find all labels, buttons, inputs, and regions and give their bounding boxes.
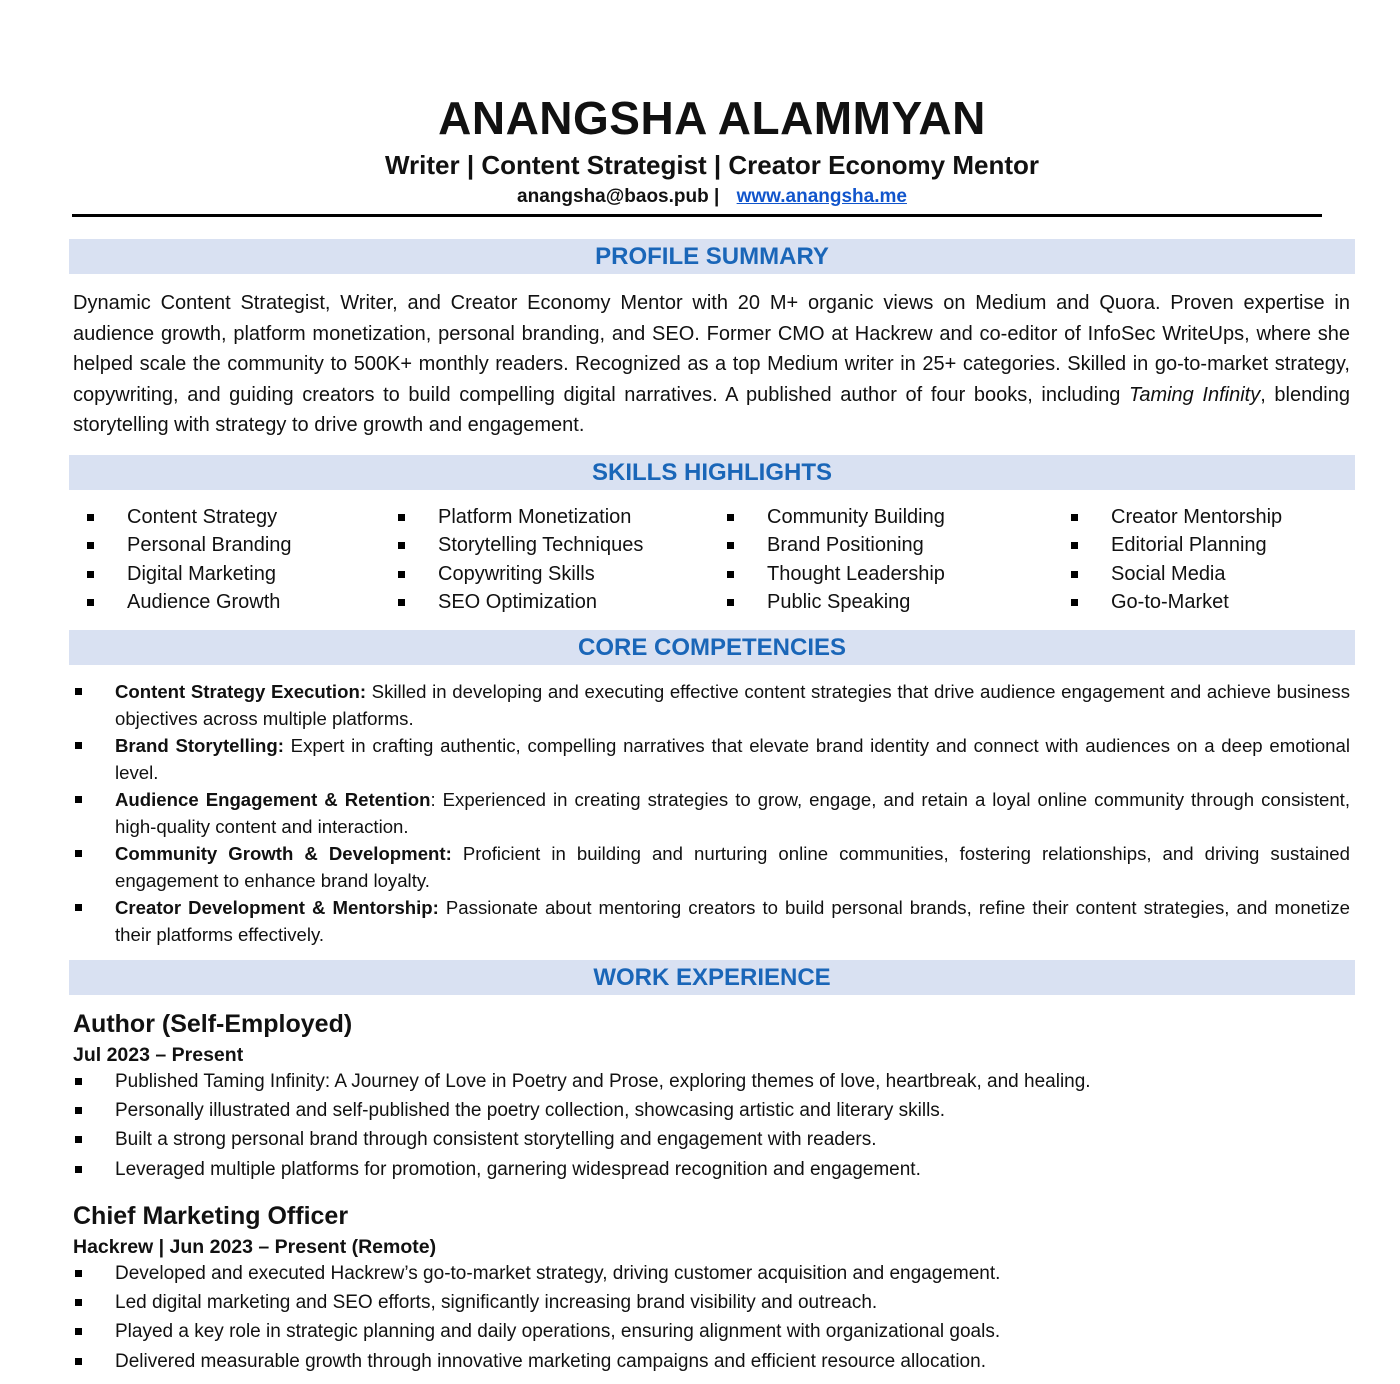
skill-item: Social Media — [1071, 560, 1282, 588]
competency-text: Skilled in developing and executing effective content strategies that drive audience engagement and achieve business objectives across multiple platforms. — [115, 681, 1350, 729]
competency-text: Proficient in building and nurturing online communities, fostering relationships, and driving sustained engagement to enhance brand loyalty. — [115, 843, 1350, 891]
candidate-tagline: Writer | Content Strategist | Creator Economy Mentor — [384, 150, 1040, 180]
skills-column-3 — [727, 503, 945, 616]
job-subtitle: Jul 2023 – Present — [73, 1044, 244, 1066]
skill-item: Creator Mentorship — [1071, 503, 1282, 531]
job-bullet: Played a key role in strategic planning and daily operations, ensuring alignment with organizational goals. — [73, 1317, 1350, 1346]
job-bullet: Built a strong personal brand through consistent storytelling and engagement with readers. — [73, 1125, 1350, 1154]
competency-item — [73, 732, 1350, 786]
job-title: Author (Self-Employed) — [73, 1010, 353, 1038]
competency-title: Audience Engagement & Retention — [115, 789, 431, 810]
core-competencies-heading: CORE COMPETENCIES — [69, 630, 1355, 665]
skills-column-4 — [1071, 503, 1282, 616]
skill-item: Copywriting Skills — [398, 560, 643, 588]
contact-email: anangsha@baos.pub — [517, 186, 709, 207]
skill-item: Content Strategy — [87, 503, 292, 531]
job-bullet: Led digital marketing and SEO efforts, significantly increasing brand visibility and outreach. — [73, 1288, 1350, 1317]
competency-title: Community Growth & Development: — [115, 843, 452, 864]
skill-item: Editorial Planning — [1071, 531, 1282, 559]
header-divider — [72, 214, 1322, 217]
competency-title: Creator Development & Mentorship: — [115, 897, 439, 918]
job-subtitle: Hackrew | Jun 2023 – Present (Remote) — [73, 1236, 437, 1258]
candidate-name: ANANGSHA ALAMMYAN — [438, 92, 986, 144]
contact-line — [0, 184, 1400, 210]
job-bullets — [73, 1259, 1350, 1376]
skills-grid — [0, 503, 1400, 619]
job-title: Chief Marketing Officer — [73, 1202, 349, 1230]
skill-item: Go-to-Market — [1071, 588, 1282, 616]
website-link[interactable]: www.anangsha.me — [736, 186, 907, 207]
competency-item — [73, 894, 1350, 948]
competency-item — [73, 786, 1350, 840]
competency-item — [73, 840, 1350, 894]
contact-separator: | — [714, 186, 720, 207]
summary-book-title: Taming Infinity — [1128, 383, 1261, 406]
skill-item: Public Speaking — [727, 588, 945, 616]
skills-column-2 — [398, 503, 643, 616]
summary-text-part1: Dynamic Content Strategist, Writer, and Creator Economy Mentor with 20 M+ organic views on Medium and Quora. Proven expertise in audience growth, platform monetization, personal branding, and SEO. Former CMO at Hackrew and co-editor of InfoSec WriteUps, where she helped scale the community to 500K+ monthly readers. Recognized as a top Medium writer in 25+ categories. Skilled in go-to-market strategy, copywriting, and guiding creators to build compelling digital narratives. A published author of four books, including — [73, 292, 1350, 406]
skill-item: Personal Branding — [87, 531, 292, 559]
competency-title: Content Strategy Execution: — [115, 681, 367, 702]
skill-item: Digital Marketing — [87, 560, 292, 588]
job-bullet: Delivered measurable growth through innovative marketing campaigns and efficient resource allocation. — [73, 1347, 1350, 1376]
competencies-list — [73, 678, 1350, 948]
skills-highlights-heading: SKILLS HIGHLIGHTS — [69, 455, 1355, 490]
skill-item: Community Building — [727, 503, 945, 531]
job-bullet: Leveraged multiple platforms for promotion, garnering widespread recognition and engagement. — [73, 1155, 1350, 1184]
competency-text: Expert in crafting authentic, compelling narratives that elevate brand identity and connect with audiences on a deep emotional level. — [115, 735, 1350, 783]
job-bullet: Developed and executed Hackrew’s go-to-market strategy, driving customer acquisition and engagement. — [73, 1259, 1350, 1288]
profile-summary-heading: PROFILE SUMMARY — [69, 239, 1355, 274]
skill-item: SEO Optimization — [398, 588, 643, 616]
skill-item: Thought Leadership — [727, 560, 945, 588]
job-bullet: Personally illustrated and self-published the poetry collection, showcasing artistic and literary skills. — [73, 1096, 1350, 1125]
skill-item: Brand Positioning — [727, 531, 945, 559]
skills-column-1 — [87, 503, 292, 616]
job-bullets — [73, 1067, 1350, 1184]
summary-text-part2: , blending storytelling with strategy to drive growth and engagement. — [73, 383, 1350, 437]
skill-item: Platform Monetization — [398, 503, 643, 531]
profile-summary-text — [73, 288, 1350, 441]
skill-item: Storytelling Techniques — [398, 531, 643, 559]
skill-item: Audience Growth — [87, 588, 292, 616]
work-experience-heading: WORK EXPERIENCE — [69, 960, 1355, 995]
competency-text: : Experienced in creating strategies to grow, engage, and retain a loyal online community through consistent, high-quality content and interaction. — [115, 789, 1350, 837]
competency-title: Brand Storytelling: — [115, 735, 284, 756]
competency-text: Passionate about mentoring creators to build personal brands, refine their content strategies, and monetize their platforms effectively. — [115, 897, 1350, 945]
competency-item — [73, 678, 1350, 732]
job-bullet: Published Taming Infinity: A Journey of Love in Poetry and Prose, exploring themes of love, heartbreak, and healing. — [73, 1067, 1350, 1096]
